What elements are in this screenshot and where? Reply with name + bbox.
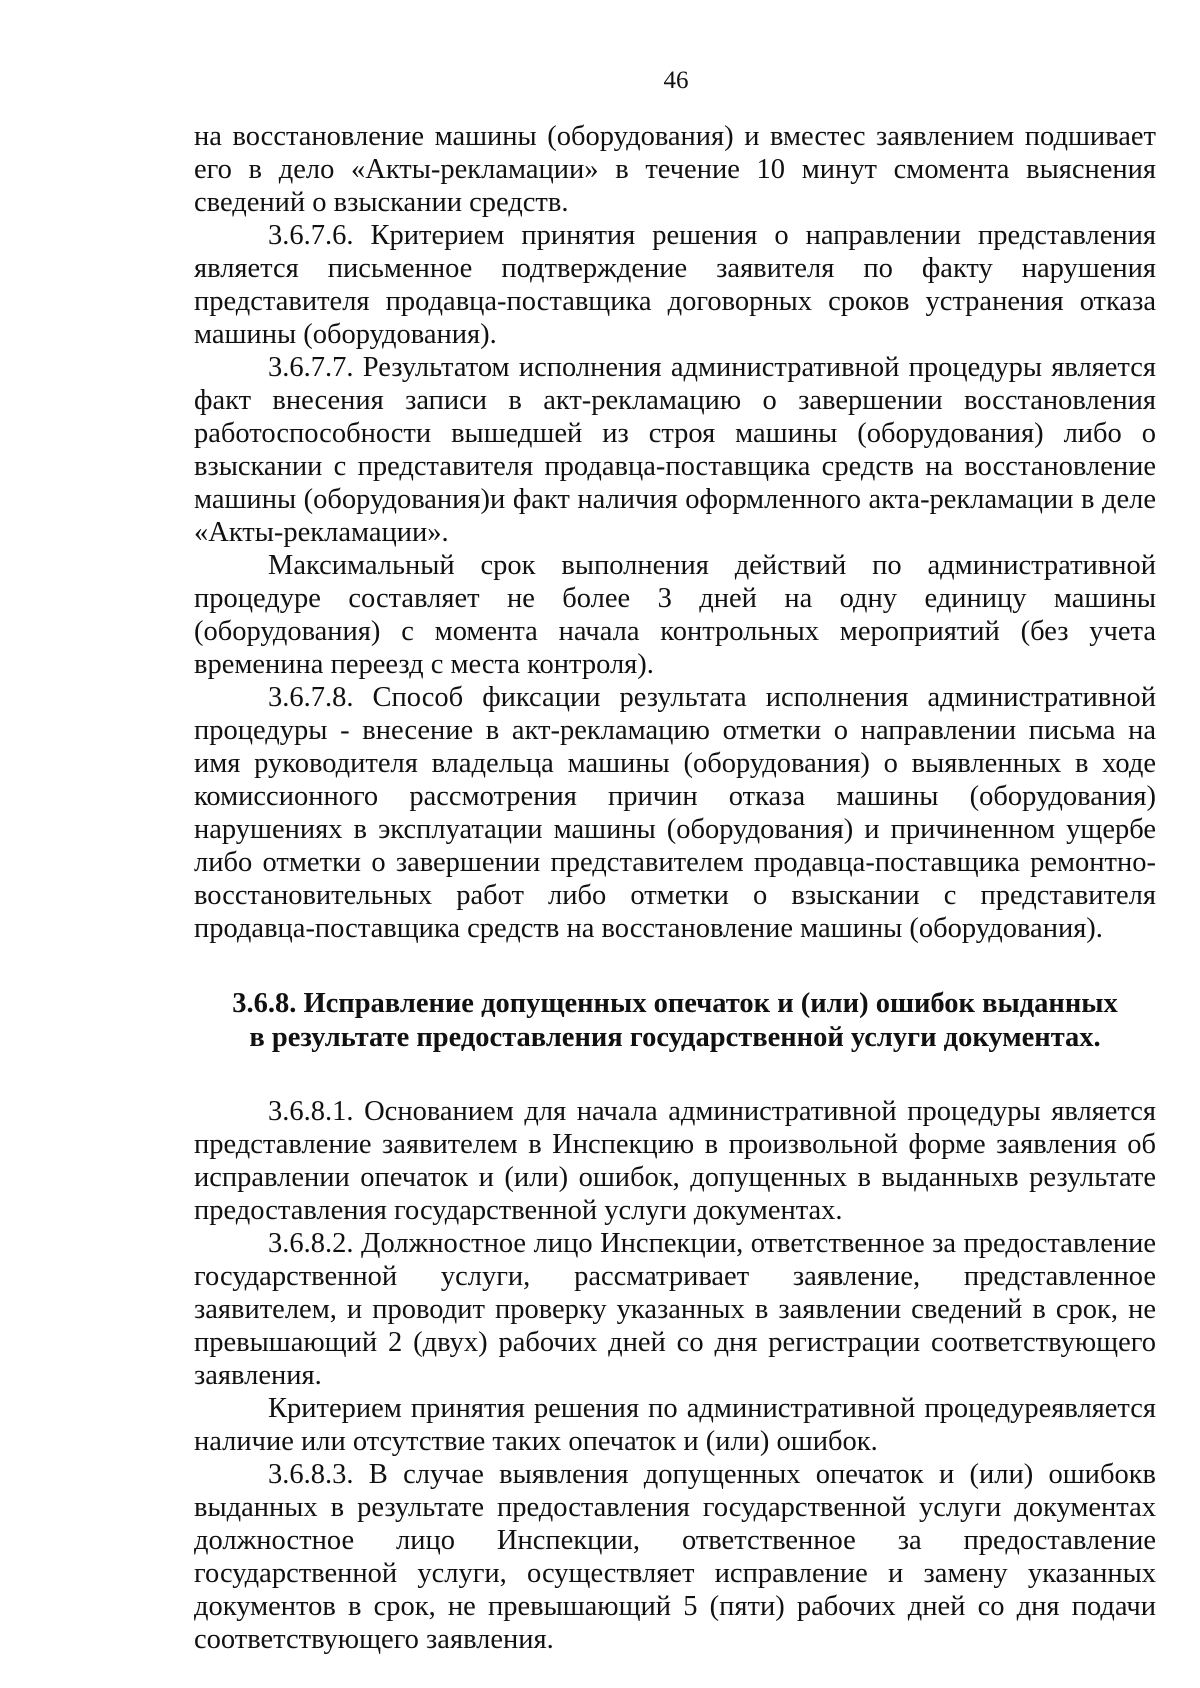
page-number: 46 bbox=[663, 67, 689, 94]
paragraph: 3.6.7.7. Результатом исполнения административной процедуры является факт внесения записи в акт-рекламацию о завершении восстановления работоспособности вышедшей из строя машины (оборудования) либо о взыскании с представителя продавца-поставщика средств на восстановление машины (оборудования)и факт наличия оформленного акта-рекламации в деле «Акты-рекламации». bbox=[194, 352, 1156, 548]
section-heading-line: в результате предоставления государственной услуги документах. bbox=[249, 1022, 1101, 1053]
paragraph: 3.6.8.3. В случае выявления допущенных опечаток и (или) ошибокв выданных в результате предоставления государственной услуги документах должностное лицо Инспекции, ответственное за предоставление государственной услуги, осуществляет исправление и замену указанных документов в срок, не превышающий 5 (пяти) рабочих дней со дня подачи соответствующего заявления. bbox=[194, 1459, 1156, 1655]
paragraph: 3.6.8.2. Должностное лицо Инспекции, ответственное за предоставление государственной услуги, рассматривает заявление, представленное заявителем, и проводит проверку указанных в заявлении сведений в срок, не превышающий 2 (двух) рабочих дней со дня регистрации соответствующего заявления. bbox=[194, 1228, 1156, 1391]
paragraph: 3.6.8.1. Основанием для начала административной процедуры является представление заявителем в Инспекцию в произвольной форме заявления об исправлении опечаток и (или) ошибок, допущенных в выданныхв результате предоставления государственной услуги документах. bbox=[194, 1096, 1156, 1226]
paragraph: Критерием принятия решения по административной процедуреявляется наличие или отсутствие таких опечаток и (или) ошибок. bbox=[194, 1393, 1156, 1457]
paragraph: на восстановление машины (оборудования) и вместес заявлением подшивает его в дело «Акты-рекламации» в течение 10 минут смомента выяснения сведений о взыскании средств. bbox=[194, 121, 1156, 218]
document-body bbox=[194, 120, 1156, 1656]
section-heading bbox=[194, 987, 1156, 1055]
paragraph: 3.6.7.8. Способ фиксации результата исполнения административной процедуры - внесение в акт-рекламацию отметки о направлении письма на имя руководителя владельца машины (оборудования) о выявленных в ходе комиссионного рассмотрения причин отказа машины (оборудования) нарушениях в эксплуатации машины (оборудования) и причиненном ущербе либо отметки о завершении представителем продавца-поставщика ремонтно-восстановительных работ либо отметки о взыскании с представителя продавца-поставщика средств на восстановление машины (оборудования). bbox=[194, 682, 1156, 944]
paragraph: Максимальный срок выполнения действий по административной процедуре составляет не более 3 дней на одну единицу машины (оборудования) с момента начала контрольных мероприятий (без учета временина переезд с места контроля). bbox=[194, 550, 1156, 680]
section-heading-line: 3.6.8. Исправление допущенных опечаток и (или) ошибок выданных bbox=[232, 988, 1118, 1019]
paragraph: 3.6.7.6. Критерием принятия решения о направлении представления является письменное подтверждение заявителя по факту нарушения представителя продавца-поставщика договорных сроков устранения отказа машины (оборудования). bbox=[194, 220, 1156, 350]
